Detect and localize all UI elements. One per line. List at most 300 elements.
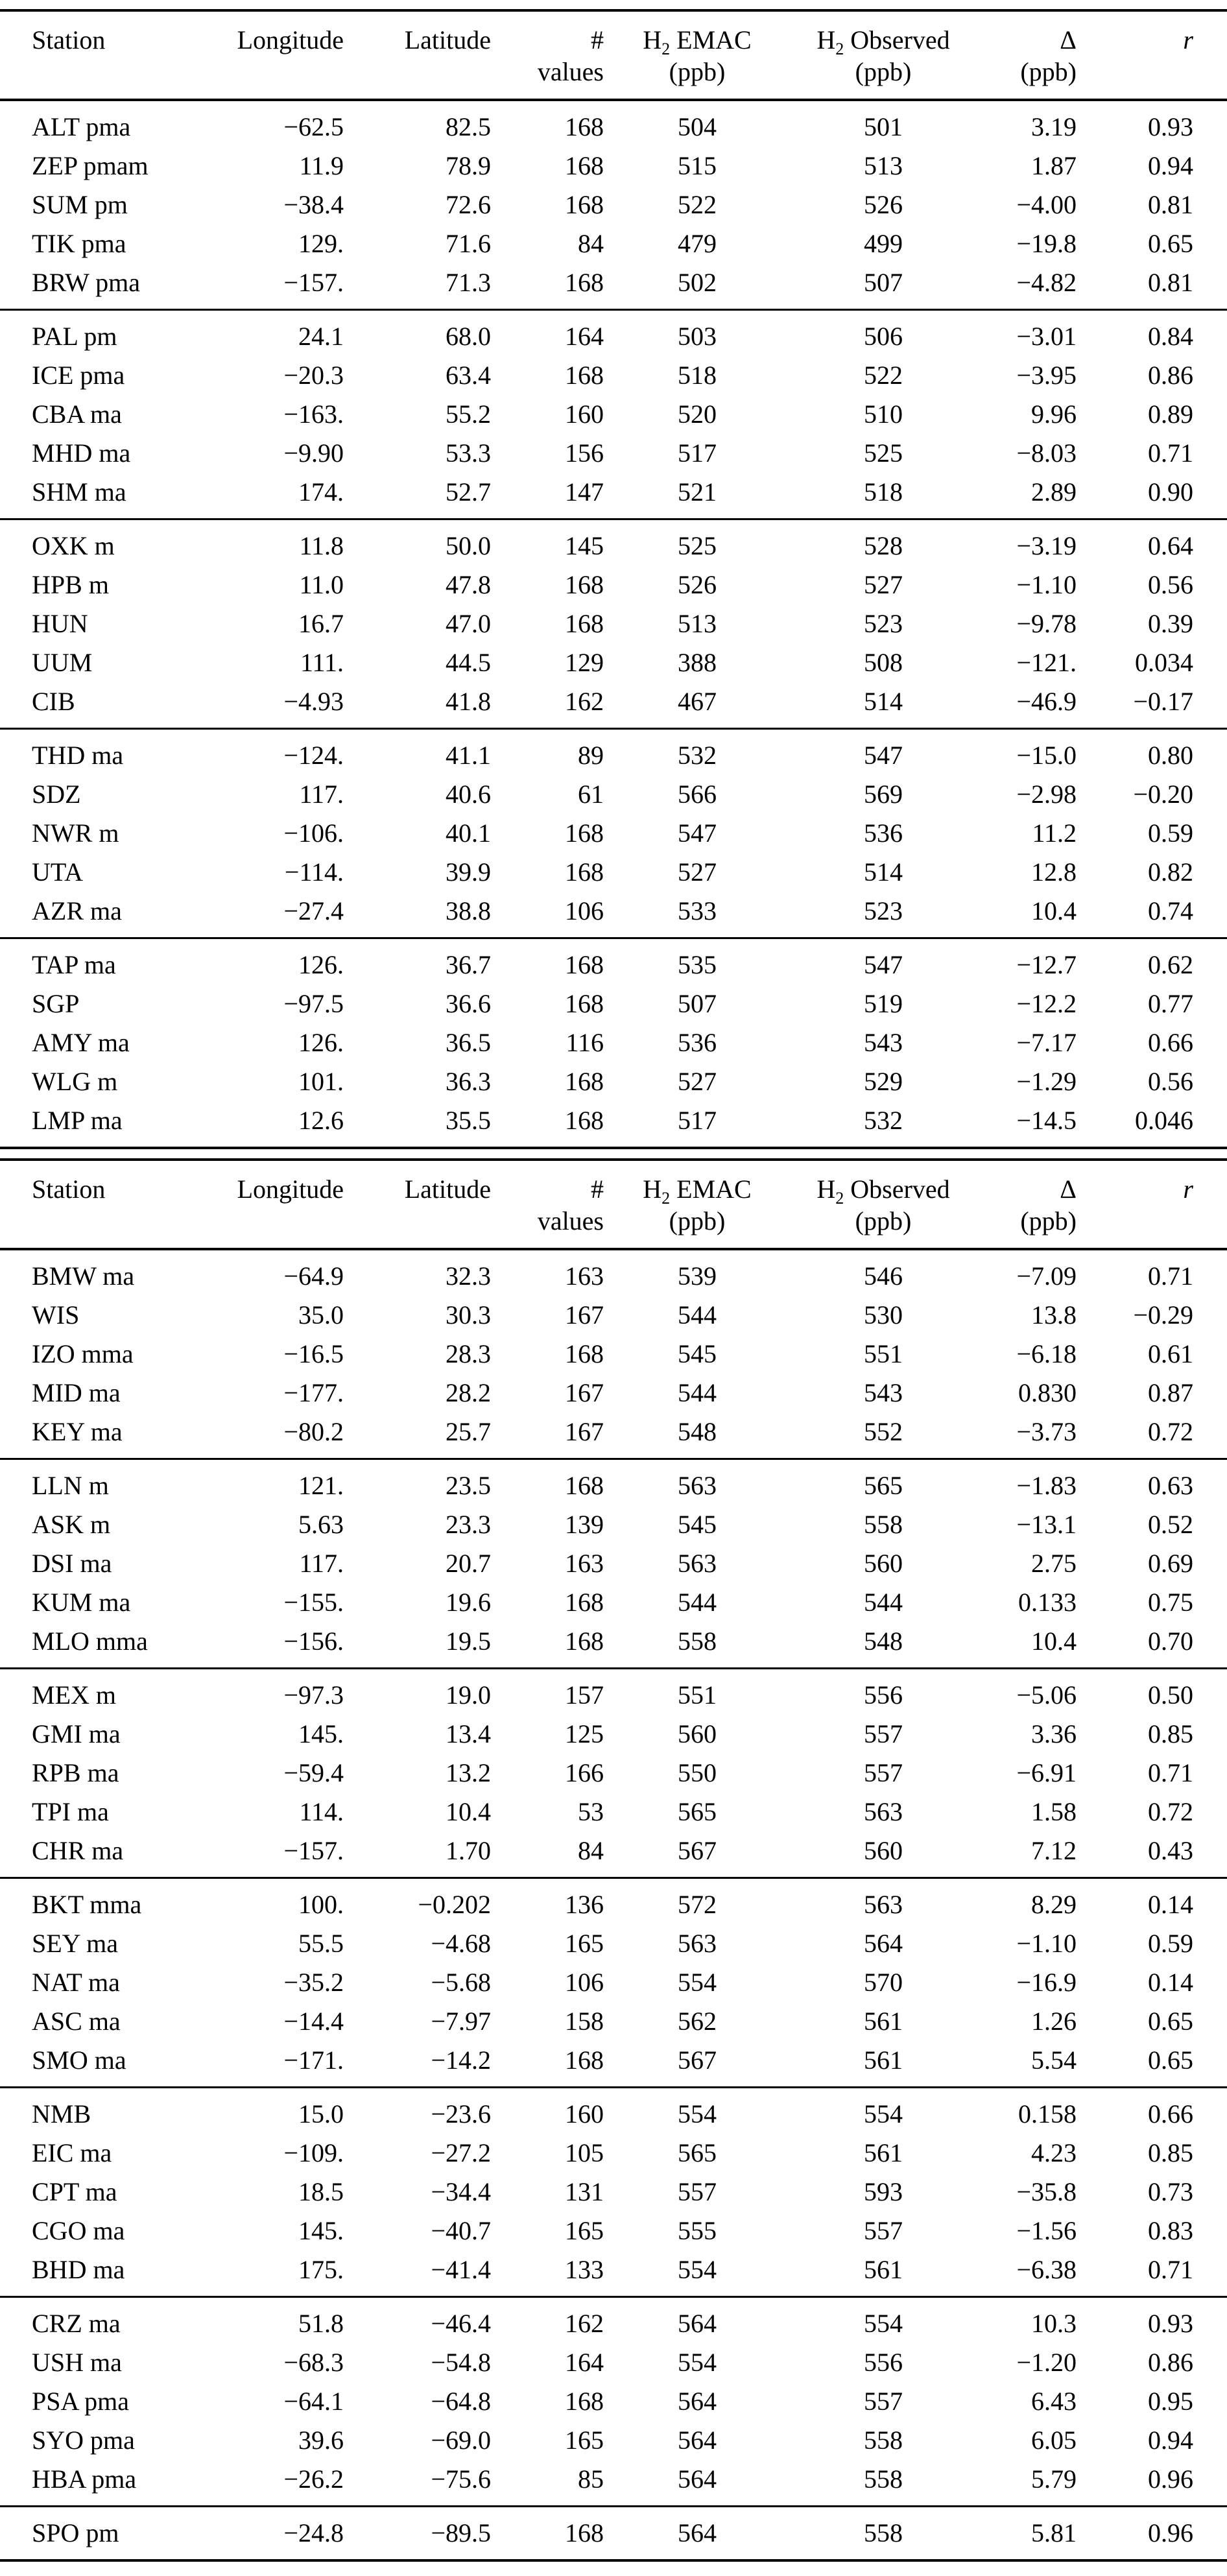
h2-observed-cell: 528 bbox=[864, 531, 903, 560]
h2-observed-cell: 558 bbox=[864, 2518, 903, 2547]
table-halves-divider bbox=[0, 1149, 1227, 1158]
delta-cell: −46.9 bbox=[1016, 687, 1077, 716]
table-row bbox=[0, 2173, 1227, 2212]
table-row bbox=[0, 310, 1227, 357]
h2-observed-cell: 554 bbox=[864, 2309, 903, 2338]
h2-emac-cell: 562 bbox=[678, 2007, 717, 2036]
num-values-cell: 167 bbox=[565, 1300, 604, 1330]
r-header: r bbox=[1183, 1175, 1193, 1204]
num-values-cell: 84 bbox=[578, 1836, 604, 1865]
h2-emac-cell: 479 bbox=[678, 229, 717, 258]
delta-cell: 10.4 bbox=[1031, 896, 1077, 925]
latitude-cell: 36.3 bbox=[446, 1067, 491, 1096]
table-row bbox=[0, 1622, 1227, 1669]
table-row bbox=[0, 2382, 1227, 2421]
h2-emac-cell: 555 bbox=[678, 2216, 717, 2245]
r-cell: 0.86 bbox=[1148, 361, 1193, 390]
delta-cell: −12.7 bbox=[1016, 950, 1077, 979]
h2-observed-cell: 523 bbox=[864, 609, 903, 638]
delta-cell: 8.29 bbox=[1031, 1890, 1077, 1919]
station-group bbox=[0, 729, 1227, 938]
delta-cell: 10.4 bbox=[1031, 1627, 1077, 1656]
table-header bbox=[0, 10, 1227, 100]
num-values-cell: 158 bbox=[565, 2007, 604, 2036]
num-values-cell: 168 bbox=[565, 1627, 604, 1656]
station-group bbox=[0, 2088, 1227, 2297]
r-cell: 0.64 bbox=[1148, 531, 1193, 560]
latitude-cell: 35.5 bbox=[446, 1106, 491, 1135]
latitude-cell: 19.6 bbox=[446, 1588, 491, 1617]
h2-emac-cell: 554 bbox=[678, 2255, 717, 2284]
delta-cell: 0.158 bbox=[1018, 2099, 1077, 2129]
longitude-cell: −16.5 bbox=[283, 1339, 344, 1368]
station-cell: UUM bbox=[32, 648, 93, 677]
longitude-cell: 175. bbox=[298, 2255, 344, 2284]
num-values-cell: 168 bbox=[565, 361, 604, 390]
station-cell: AZR ma bbox=[32, 896, 122, 925]
station-group bbox=[0, 938, 1227, 1149]
num-values-cell: 168 bbox=[565, 1471, 604, 1500]
station-cell: SGP bbox=[32, 989, 80, 1018]
r-cell: 0.66 bbox=[1148, 1028, 1193, 1057]
longitude-cell: 51.8 bbox=[298, 2309, 344, 2338]
num-values-cell: 168 bbox=[565, 2387, 604, 2416]
r-header: r bbox=[1183, 25, 1193, 54]
latitude-cell: −34.4 bbox=[431, 2177, 491, 2206]
latitude-cell: 23.5 bbox=[446, 1471, 491, 1500]
r-cell: 0.85 bbox=[1148, 2138, 1193, 2167]
station-cell: WLG m bbox=[32, 1067, 118, 1096]
h2-emac-cell: 564 bbox=[678, 2309, 717, 2338]
table-row bbox=[0, 1335, 1227, 1374]
longitude-cell: −97.5 bbox=[283, 989, 344, 1018]
station-cell: BHD ma bbox=[32, 2255, 125, 2284]
h2-emac-cell: 521 bbox=[678, 477, 717, 507]
table-row bbox=[0, 2343, 1227, 2382]
latitude-cell: 50.0 bbox=[446, 531, 491, 560]
num-values-cell: 162 bbox=[565, 2309, 604, 2338]
h2-emac-cell: 522 bbox=[678, 190, 717, 219]
latitude-cell: 68.0 bbox=[446, 322, 491, 351]
station-group bbox=[0, 1878, 1227, 2088]
longitude-cell: −97.3 bbox=[283, 1680, 344, 1710]
longitude-cell: −62.5 bbox=[283, 112, 344, 141]
h2-observed-cell: 546 bbox=[864, 1261, 903, 1291]
delta-cell: −3.19 bbox=[1016, 531, 1077, 560]
r-cell: 0.87 bbox=[1148, 1378, 1193, 1407]
r-cell: 0.93 bbox=[1148, 112, 1193, 141]
r-cell: 0.046 bbox=[1135, 1106, 1193, 1135]
r-cell: 0.71 bbox=[1148, 438, 1193, 468]
station-cell: LMP ma bbox=[32, 1106, 123, 1135]
num-values-cell: 85 bbox=[578, 2464, 604, 2494]
table-row bbox=[0, 356, 1227, 395]
delta-cell: −6.91 bbox=[1016, 1758, 1077, 1787]
latitude-cell: −27.2 bbox=[431, 2138, 491, 2167]
table-row bbox=[0, 1374, 1227, 1413]
table-row bbox=[0, 1793, 1227, 1831]
station-cell: SPO pm bbox=[32, 2518, 119, 2547]
h2-emac-cell: 515 bbox=[678, 151, 717, 180]
h2-observed-cell: 547 bbox=[864, 741, 903, 770]
table-row bbox=[0, 2507, 1227, 2561]
h2-observed-cell: 558 bbox=[864, 2464, 903, 2494]
r-cell: 0.034 bbox=[1135, 648, 1193, 677]
h2-emac-cell: 520 bbox=[678, 400, 717, 429]
longitude-cell: −171. bbox=[283, 2045, 344, 2075]
latitude-cell: 38.8 bbox=[446, 896, 491, 925]
num-values-cell: 168 bbox=[565, 570, 604, 599]
num-values-cell: 168 bbox=[565, 1339, 604, 1368]
delta-cell: 0.133 bbox=[1018, 1588, 1077, 1617]
table-row bbox=[0, 1754, 1227, 1793]
delta-cell: 3.36 bbox=[1031, 1719, 1077, 1748]
delta-cell: 1.58 bbox=[1031, 1797, 1077, 1826]
delta-cell: 9.96 bbox=[1031, 400, 1077, 429]
station-cell: PAL pm bbox=[32, 322, 117, 351]
station-cell: NMB bbox=[32, 2099, 91, 2129]
delta-cell: 10.3 bbox=[1031, 2309, 1077, 2338]
latitude-cell: 36.7 bbox=[446, 950, 491, 979]
num-values-cell: 157 bbox=[565, 1680, 604, 1710]
num-values-cell: 163 bbox=[565, 1549, 604, 1578]
h2-observed-cell: 563 bbox=[864, 1797, 903, 1826]
table-row bbox=[0, 1296, 1227, 1335]
num-values-cell: 145 bbox=[565, 531, 604, 560]
table-row bbox=[0, 224, 1227, 263]
longitude-cell: −177. bbox=[283, 1378, 344, 1407]
table-row bbox=[0, 2041, 1227, 2088]
delta-cell: −1.29 bbox=[1016, 1067, 1077, 1096]
delta-cell: 5.81 bbox=[1031, 2518, 1077, 2547]
longitude-cell: −163. bbox=[283, 400, 344, 429]
delta-cell: −5.06 bbox=[1016, 1680, 1077, 1710]
station-group bbox=[0, 2507, 1227, 2561]
r-cell: 0.56 bbox=[1148, 1067, 1193, 1096]
table-row bbox=[0, 1715, 1227, 1754]
longitude-cell: 145. bbox=[298, 1719, 344, 1748]
delta-cell: −35.8 bbox=[1016, 2177, 1077, 2206]
num-values-cell: 116 bbox=[566, 1028, 604, 1057]
h2-emac-cell: 567 bbox=[678, 1836, 717, 1865]
table-row bbox=[0, 2460, 1227, 2507]
num-values-cell: 106 bbox=[565, 896, 604, 925]
longitude-cell: −157. bbox=[283, 268, 344, 297]
longitude-cell: −26.2 bbox=[283, 2464, 344, 2494]
h2-emac-cell: 564 bbox=[678, 2426, 717, 2455]
latitude-cell: 28.3 bbox=[446, 1339, 491, 1368]
r-cell: 0.69 bbox=[1148, 1549, 1193, 1578]
longitude-cell: −157. bbox=[283, 1836, 344, 1865]
num-values-cell: 105 bbox=[565, 2138, 604, 2167]
table-row bbox=[0, 1062, 1227, 1101]
h2-observed-cell: 548 bbox=[864, 1627, 903, 1656]
h2-emac-cell: 548 bbox=[678, 1417, 717, 1446]
h2-observed-cell: 543 bbox=[864, 1028, 903, 1057]
longitude-cell: −14.4 bbox=[283, 2007, 344, 2036]
station-cell: BMW ma bbox=[32, 1261, 135, 1291]
station-cell: LLN m bbox=[32, 1471, 109, 1500]
longitude-cell: 121. bbox=[298, 1471, 344, 1500]
longitude-cell: 55.5 bbox=[298, 1929, 344, 1958]
longitude-cell: −35.2 bbox=[283, 1968, 344, 1997]
station-cell: TPI ma bbox=[32, 1797, 109, 1826]
delta-cell: 3.19 bbox=[1031, 112, 1077, 141]
h2-emac-cell: 554 bbox=[678, 1968, 717, 1997]
h2-observed-header: $H_2$ Observed (ppb) bbox=[816, 1175, 950, 1235]
latitude-cell: 39.9 bbox=[446, 857, 491, 887]
num-values-cell: 168 bbox=[565, 2518, 604, 2547]
station-cell: ZEP pmam bbox=[32, 151, 149, 180]
latitude-cell: −0.202 bbox=[418, 1890, 491, 1919]
h2-observed-cell: 561 bbox=[864, 2138, 903, 2167]
num-values-cell: 160 bbox=[565, 400, 604, 429]
r-cell: 0.81 bbox=[1148, 190, 1193, 219]
h2-observed-cell: 569 bbox=[864, 780, 903, 809]
station-cell: NAT ma bbox=[32, 1968, 120, 1997]
h2-emac-cell: 566 bbox=[678, 780, 717, 809]
r-cell: 0.61 bbox=[1148, 1339, 1193, 1368]
header-row bbox=[0, 1160, 1227, 1249]
latitude-cell: −75.6 bbox=[431, 2464, 491, 2494]
r-cell: 0.74 bbox=[1148, 896, 1193, 925]
h2-observed-cell: 557 bbox=[864, 2387, 903, 2416]
longitude-cell: −64.1 bbox=[283, 2387, 344, 2416]
h2-observed-cell: 544 bbox=[864, 1588, 903, 1617]
latitude-cell: −69.0 bbox=[431, 2426, 491, 2455]
h2-observed-cell: 532 bbox=[864, 1106, 903, 1135]
h2-emac-cell: 554 bbox=[678, 2348, 717, 2377]
num-values-cell: 162 bbox=[565, 687, 604, 716]
table-row bbox=[0, 519, 1227, 566]
h2-emac-cell: 545 bbox=[678, 1510, 717, 1539]
num-values-cell: 168 bbox=[565, 1067, 604, 1096]
h2-emac-cell: 533 bbox=[678, 896, 717, 925]
delta-cell: −7.09 bbox=[1016, 1261, 1077, 1291]
h2-observed-cell: 529 bbox=[864, 1067, 903, 1096]
r-cell: 0.50 bbox=[1148, 1680, 1193, 1710]
r-cell: 0.73 bbox=[1148, 2177, 1193, 2206]
h2-observed-cell: 525 bbox=[864, 438, 903, 468]
delta-cell: −14.5 bbox=[1016, 1106, 1077, 1135]
h2-emac-cell: 507 bbox=[678, 989, 717, 1018]
longitude-cell: 12.6 bbox=[298, 1106, 344, 1135]
table-row bbox=[0, 1878, 1227, 1925]
latitude-cell: 47.8 bbox=[446, 570, 491, 599]
h2-observed-cell: 507 bbox=[864, 268, 903, 297]
table-row bbox=[0, 853, 1227, 892]
longitude-cell: 15.0 bbox=[298, 2099, 344, 2129]
r-cell: 0.82 bbox=[1148, 857, 1193, 887]
table-row bbox=[0, 1101, 1227, 1148]
longitude-cell: 101. bbox=[298, 1067, 344, 1096]
station-cell: ASK m bbox=[32, 1510, 111, 1539]
h2-observed-cell: 563 bbox=[864, 1890, 903, 1919]
num-values-cell: 84 bbox=[578, 229, 604, 258]
r-cell: 0.94 bbox=[1148, 2426, 1193, 2455]
h2-emac-cell: 564 bbox=[678, 2518, 717, 2547]
r-cell: 0.96 bbox=[1148, 2464, 1193, 2494]
delta-cell: −13.1 bbox=[1016, 1510, 1077, 1539]
station-cell: SMO ma bbox=[32, 2045, 126, 2075]
delta-cell: −15.0 bbox=[1016, 741, 1077, 770]
delta-cell: −3.01 bbox=[1016, 322, 1077, 351]
station-cell: CGO ma bbox=[32, 2216, 125, 2245]
h2-observed-cell: 510 bbox=[864, 400, 903, 429]
station-cell: CIB bbox=[32, 687, 75, 716]
h2-emac-cell: 551 bbox=[678, 1680, 717, 1710]
longitude-cell: 117. bbox=[299, 1549, 344, 1578]
num-values-cell: 129 bbox=[565, 648, 604, 677]
num-values-cell: 168 bbox=[565, 190, 604, 219]
latitude-cell: 19.0 bbox=[446, 1680, 491, 1710]
h2-emac-cell: 527 bbox=[678, 1067, 717, 1096]
h2-observed-cell: 551 bbox=[864, 1339, 903, 1368]
longitude-cell: 11.8 bbox=[299, 531, 344, 560]
latitude-cell: −4.68 bbox=[431, 1929, 491, 1958]
station-cell: AMY ma bbox=[32, 1028, 130, 1057]
table-row bbox=[0, 814, 1227, 853]
r-cell: 0.39 bbox=[1148, 609, 1193, 638]
station-cell: NWR m bbox=[32, 818, 119, 848]
r-cell: 0.56 bbox=[1148, 570, 1193, 599]
station-cell: SUM pm bbox=[32, 190, 128, 219]
delta-cell: −16.9 bbox=[1016, 1968, 1077, 1997]
table-row bbox=[0, 1505, 1227, 1544]
h2-observed-cell: 593 bbox=[864, 2177, 903, 2206]
longitude-cell: 16.7 bbox=[298, 609, 344, 638]
station-cell: CRZ ma bbox=[32, 2309, 121, 2338]
latitude-cell: 78.9 bbox=[446, 151, 491, 180]
table-row bbox=[0, 473, 1227, 519]
r-cell: −0.17 bbox=[1133, 687, 1193, 716]
table-row bbox=[0, 604, 1227, 643]
h2-observed-cell: 530 bbox=[864, 1300, 903, 1330]
r-cell: 0.43 bbox=[1148, 1836, 1193, 1865]
h2-observed-cell: 547 bbox=[864, 950, 903, 979]
latitude-cell: 25.7 bbox=[446, 1417, 491, 1446]
h2-emac-cell: 564 bbox=[678, 2464, 717, 2494]
table-row bbox=[0, 643, 1227, 682]
h2-observed-cell: 570 bbox=[864, 1968, 903, 1997]
latitude-cell: 10.4 bbox=[446, 1797, 491, 1826]
delta-cell: 4.23 bbox=[1031, 2138, 1077, 2167]
delta-header: Δ (ppb) bbox=[1020, 25, 1077, 86]
longitude-cell: 11.9 bbox=[299, 151, 344, 180]
longitude-cell: 24.1 bbox=[298, 322, 344, 351]
latitude-cell: 63.4 bbox=[446, 361, 491, 390]
station-cell: TIK pma bbox=[32, 229, 126, 258]
longitude-cell: 174. bbox=[298, 477, 344, 507]
latitude-cell: 71.3 bbox=[446, 268, 491, 297]
r-cell: 0.70 bbox=[1148, 1627, 1193, 1656]
r-cell: 0.75 bbox=[1148, 1588, 1193, 1617]
h2-observed-cell: 508 bbox=[864, 648, 903, 677]
delta-cell: −6.18 bbox=[1016, 1339, 1077, 1368]
table-row bbox=[0, 729, 1227, 776]
table-row bbox=[0, 892, 1227, 938]
station-cell: BRW pma bbox=[32, 268, 141, 297]
station-cell: THD ma bbox=[32, 741, 124, 770]
latitude-header: Latitude bbox=[404, 25, 491, 54]
station-cell: TAP ma bbox=[32, 950, 116, 979]
table-row bbox=[0, 434, 1227, 473]
h2-observed-cell: 557 bbox=[864, 2216, 903, 2245]
h2-emac-cell: 563 bbox=[678, 1929, 717, 1958]
h2-emac-cell: 532 bbox=[678, 741, 717, 770]
r-cell: 0.52 bbox=[1148, 1510, 1193, 1539]
table-row bbox=[0, 1459, 1227, 1506]
station-group bbox=[0, 2297, 1227, 2507]
latitude-cell: 47.0 bbox=[446, 609, 491, 638]
h2-emac-header: $H_2$ EMAC (ppb) bbox=[643, 1175, 752, 1235]
latitude-cell: 19.5 bbox=[446, 1627, 491, 1656]
station-cell: RPB ma bbox=[32, 1758, 119, 1787]
station-cell: KUM ma bbox=[32, 1588, 131, 1617]
h2-observed-cell: 543 bbox=[864, 1378, 903, 1407]
r-cell: 0.89 bbox=[1148, 400, 1193, 429]
delta-cell: −6.38 bbox=[1016, 2255, 1077, 2284]
table-row bbox=[0, 395, 1227, 434]
station-cell: DSI ma bbox=[32, 1549, 112, 1578]
delta-cell: 1.87 bbox=[1031, 151, 1077, 180]
longitude-cell: −106. bbox=[283, 818, 344, 848]
h2-emac-cell: 502 bbox=[678, 268, 717, 297]
h2-emac-cell: 535 bbox=[678, 950, 717, 979]
num-values-cell: 168 bbox=[565, 1588, 604, 1617]
station-cell: ALT pma bbox=[32, 112, 131, 141]
h2-emac-cell: 545 bbox=[678, 1339, 717, 1368]
h2-emac-cell: 563 bbox=[678, 1549, 717, 1578]
num-values-cell: 131 bbox=[565, 2177, 604, 2206]
table-row bbox=[0, 1669, 1227, 1715]
delta-cell: 6.43 bbox=[1031, 2387, 1077, 2416]
h2-emac-cell: 539 bbox=[678, 1261, 717, 1291]
latitude-cell: −46.4 bbox=[431, 2309, 491, 2338]
delta-cell: −7.17 bbox=[1016, 1028, 1077, 1057]
h2-emac-cell: 517 bbox=[678, 438, 717, 468]
longitude-header: Longitude bbox=[237, 1175, 344, 1204]
table-row bbox=[0, 2250, 1227, 2297]
num-values-cell: 167 bbox=[565, 1378, 604, 1407]
latitude-cell: 44.5 bbox=[446, 648, 491, 677]
h2-observed-cell: 564 bbox=[864, 1929, 903, 1958]
table-row bbox=[0, 1831, 1227, 1878]
h2-emac-cell: 564 bbox=[678, 2387, 717, 2416]
station-cell: MEX m bbox=[32, 1680, 116, 1710]
delta-cell: 5.54 bbox=[1031, 2045, 1077, 2075]
r-cell: 0.65 bbox=[1148, 229, 1193, 258]
num-values-cell: 168 bbox=[565, 609, 604, 638]
h2-observed-cell: 561 bbox=[864, 2007, 903, 2036]
num-values-cell: 168 bbox=[565, 1106, 604, 1135]
longitude-cell: −155. bbox=[283, 1588, 344, 1617]
num-values-cell: 168 bbox=[565, 112, 604, 141]
h2-emac-cell: 560 bbox=[678, 1719, 717, 1748]
delta-cell: −1.83 bbox=[1016, 1471, 1077, 1500]
station-cell: ICE pma bbox=[32, 361, 125, 390]
r-cell: 0.65 bbox=[1148, 2045, 1193, 2075]
h2-station-comparison-table bbox=[0, 9, 1227, 2562]
station-cell: WIS bbox=[32, 1300, 80, 1330]
station-group bbox=[0, 100, 1227, 310]
h2-emac-cell: 565 bbox=[678, 2138, 717, 2167]
delta-cell: 2.75 bbox=[1031, 1549, 1077, 1578]
longitude-cell: −109. bbox=[283, 2138, 344, 2167]
num-values-cell: 165 bbox=[565, 2426, 604, 2455]
table-row bbox=[0, 147, 1227, 185]
table-row bbox=[0, 566, 1227, 604]
